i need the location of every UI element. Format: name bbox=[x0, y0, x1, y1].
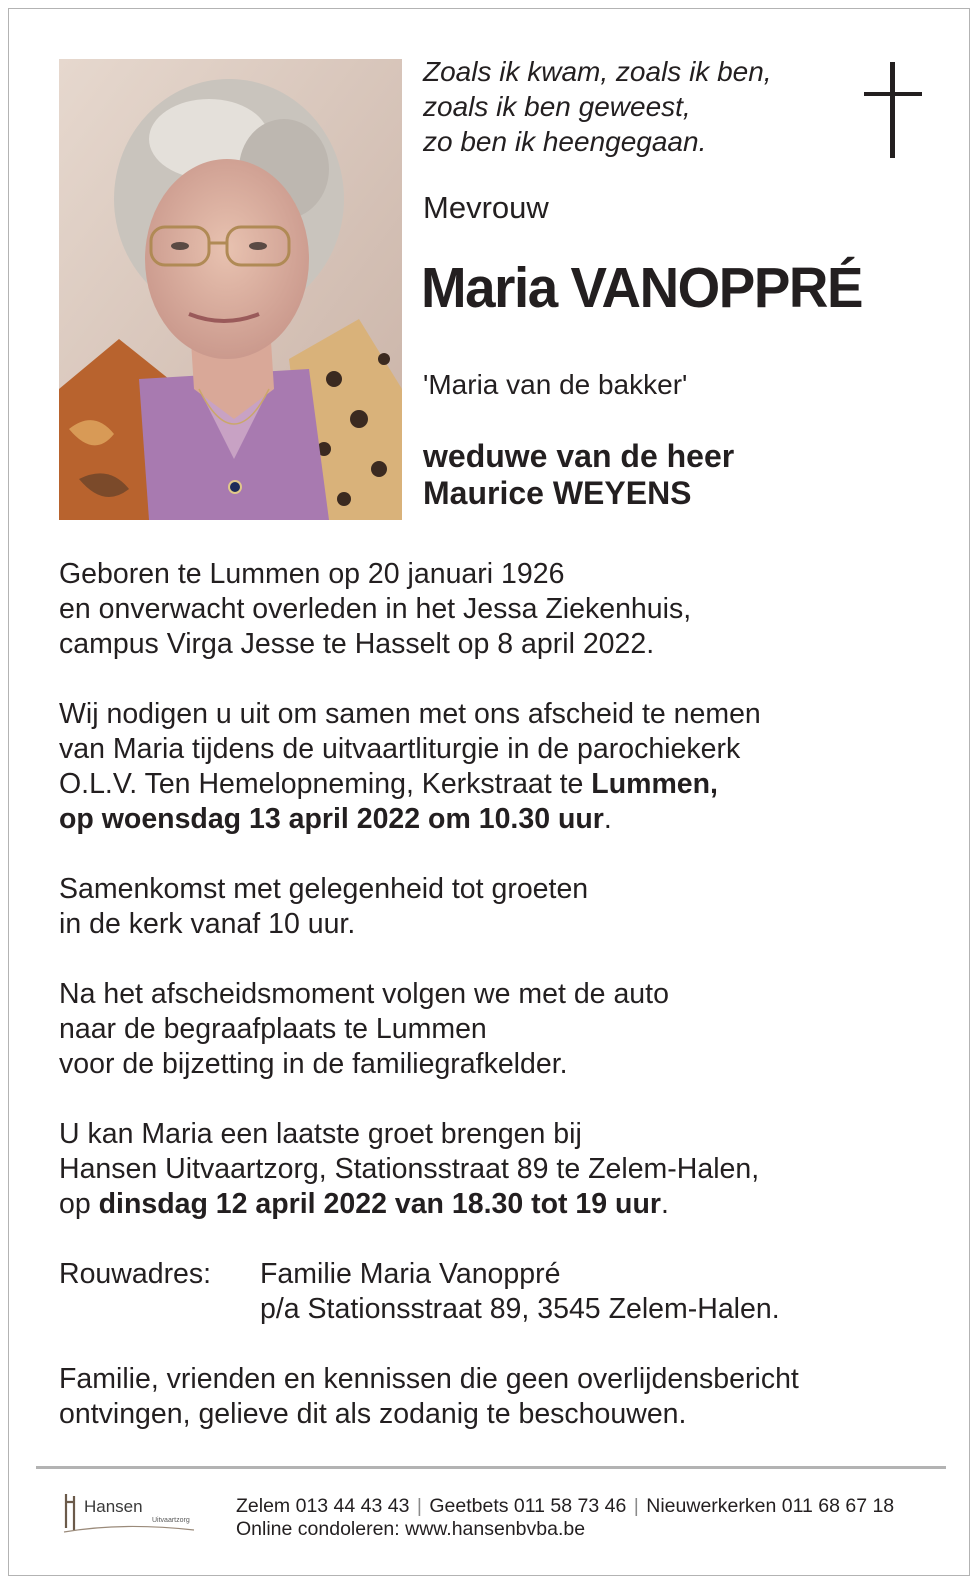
text-span: . bbox=[660, 1188, 669, 1220]
funeral-location: Lummen, bbox=[591, 768, 718, 800]
birth-death-paragraph bbox=[59, 557, 949, 662]
invitation-paragraph bbox=[59, 697, 949, 837]
closing-paragraph bbox=[59, 1362, 949, 1432]
phone-numbers bbox=[236, 1495, 894, 1518]
text-line: en onverwacht overleden in het Jessa Ziekenhuis, bbox=[59, 593, 692, 625]
mourning-address-label: Rouwadres: bbox=[59, 1258, 212, 1290]
poem-line: Zoals ik kwam, zoals ik ben, bbox=[423, 56, 772, 87]
nickname: 'Maria van de bakker' bbox=[423, 369, 688, 400]
text-line: in de kerk vanaf 10 uur. bbox=[59, 908, 356, 940]
poem bbox=[423, 54, 843, 159]
text-span: O.L.V. Ten Hemelopneming, Kerkstraat te bbox=[59, 768, 592, 800]
text-line bbox=[59, 1187, 949, 1222]
poem-line: zo ben ik heengegaan. bbox=[423, 126, 707, 157]
mourning-address bbox=[59, 1257, 949, 1327]
salutation: Mevrouw bbox=[423, 190, 549, 225]
widow-line: weduwe van de heer bbox=[423, 438, 735, 474]
widow-of bbox=[423, 438, 734, 512]
funeral-datetime: op woensdag 13 april 2022 om 10.30 uur bbox=[59, 803, 604, 835]
cross-icon bbox=[864, 62, 922, 158]
text-line: van Maria tijdens de uitvaartliturgie in de parochiekerk bbox=[59, 733, 741, 765]
text-line: Geboren te Lummen op 20 januari 1926 bbox=[59, 558, 565, 590]
mourning-address-value bbox=[260, 1257, 780, 1327]
deceased-name: Maria VANOPPRÉ bbox=[421, 256, 863, 320]
poem-line: zoals ik ben geweest, bbox=[423, 91, 691, 122]
text-line: Wij nodigen u uit om samen met ons afscheid te nemen bbox=[59, 698, 761, 730]
text-span: . bbox=[603, 803, 612, 835]
logo-sub: Uitvaartzorg bbox=[152, 1517, 190, 1524]
separator: | bbox=[416, 1495, 422, 1517]
text-line: voor de bijzetting in de familiegrafkelder. bbox=[59, 1048, 568, 1080]
text-line: p/a Stationsstraat 89, 3545 Zelem-Halen. bbox=[260, 1293, 780, 1325]
visitation-paragraph bbox=[59, 1117, 949, 1222]
announcement-body bbox=[59, 557, 949, 1467]
text-line bbox=[59, 767, 949, 802]
footer-contacts bbox=[236, 1495, 894, 1541]
phone-nieuwerkerken: Nieuwerkerken 011 68 67 18 bbox=[646, 1495, 895, 1517]
visitation-datetime: dinsdag 12 april 2022 van 18.30 tot 19 uur bbox=[98, 1188, 661, 1220]
text-line: Na het afscheidsmoment volgen we met de auto bbox=[59, 978, 669, 1010]
text-line: campus Virga Jesse te Hasselt op 8 april 2022. bbox=[59, 628, 655, 660]
text-line: Familie, vrienden en kennissen die geen overlijdensbericht bbox=[59, 1363, 799, 1395]
text-line: Familie Maria Vanoppré bbox=[260, 1258, 561, 1290]
text-line: Samenkomst met gelegenheid tot groeten bbox=[59, 873, 589, 905]
text-line: ontvingen, gelieve dit als zodanig te beschouwen. bbox=[59, 1398, 687, 1430]
burial-paragraph bbox=[59, 977, 949, 1082]
gathering-paragraph bbox=[59, 872, 949, 942]
online-condolences: Online condoleren: www.hansenbvba.be bbox=[236, 1518, 586, 1540]
hansen-logo bbox=[62, 1490, 202, 1536]
text-line: U kan Maria een laatste groet brengen bij bbox=[59, 1118, 582, 1150]
portrait-photo bbox=[59, 59, 402, 520]
text-line: naar de begraafplaats te Lummen bbox=[59, 1013, 487, 1045]
separator: | bbox=[633, 1495, 639, 1517]
logo-name: Hansen bbox=[84, 1497, 143, 1516]
text-span: op bbox=[59, 1188, 99, 1220]
text-line bbox=[59, 802, 949, 837]
phone-geetbets: Geetbets 011 58 73 46 bbox=[429, 1495, 627, 1517]
footer-divider bbox=[36, 1466, 946, 1469]
text-line: Hansen Uitvaartzorg, Stationsstraat 89 te Zelem-Halen, bbox=[59, 1153, 760, 1185]
spouse-name: Maurice WEYENS bbox=[423, 475, 692, 511]
phone-zelem: Zelem 013 44 43 43 bbox=[236, 1495, 410, 1517]
